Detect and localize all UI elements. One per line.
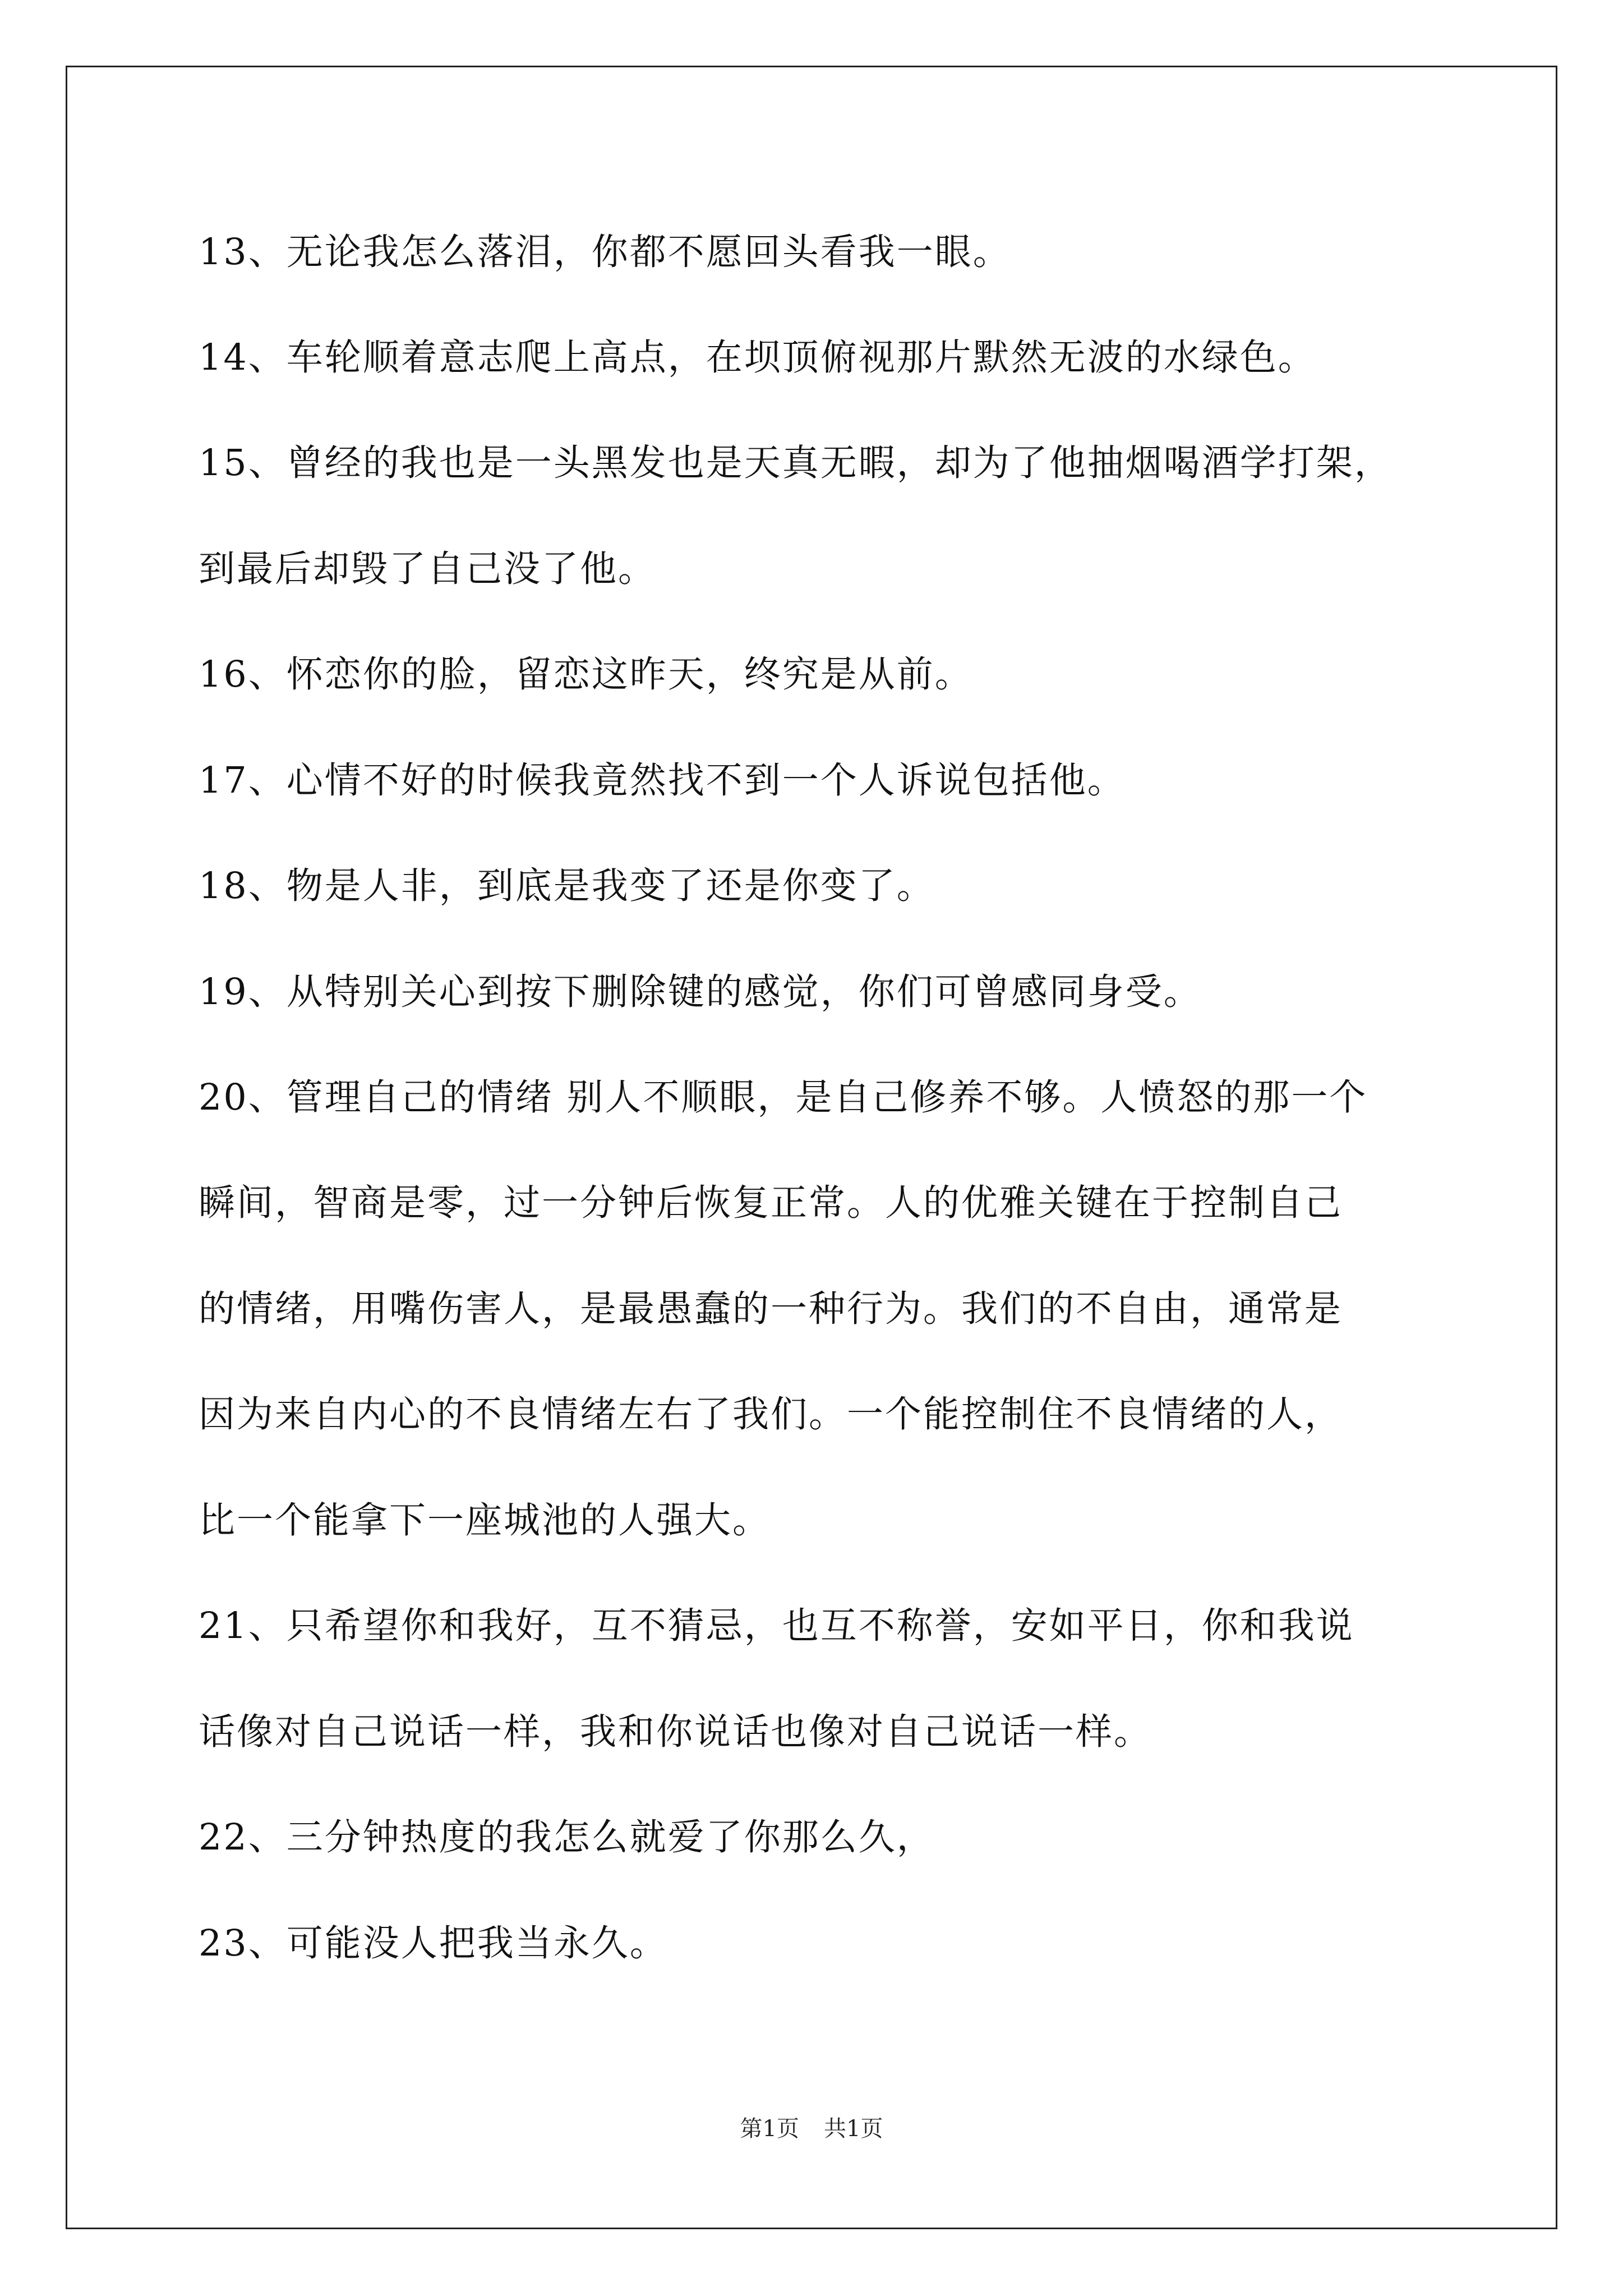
page-number: 第1页 — [740, 2116, 799, 2142]
page-total: 共1页 — [824, 2116, 883, 2142]
text-line: 23、可能没人把我当永久。 — [199, 1922, 668, 1964]
text-line: 比一个能拿下一座城池的人强大。 — [199, 1499, 771, 1542]
text-line: 19、从特别关心到按下删除键的感觉，你们可曾感同身受。 — [199, 971, 1202, 1013]
text-line: 瞬间，智商是零，过一分钟后恢复正常。人的优雅关键在于控制自己 — [199, 1182, 1343, 1224]
text-line: 14、车轮顺着意志爬上高点，在坝顶俯视那片默然无波的水绿色。 — [199, 337, 1316, 379]
text-line: 话像对自己说话一样，我和你说话也像对自己说话一样。 — [199, 1711, 1152, 1753]
text-line: 到最后却毁了自己没了他。 — [199, 548, 657, 590]
text-line: 20、管理自己的情绪 别人不顺眼，是自己修养不够。人愤怒的那一个 — [199, 1076, 1368, 1119]
page-footer — [0, 2115, 1623, 2143]
text-line: 15、曾经的我也是一头黑发也是天真无暇，却为了他抽烟喝酒学打架， — [199, 442, 1393, 484]
text-line: 13、无论我怎么落泪，你都不愿回头看我一眼。 — [199, 231, 1011, 273]
page-border — [66, 66, 1557, 2229]
text-line: 22、三分钟热度的我怎么就爱了你那么久， — [199, 1816, 935, 1858]
text-line: 17、心情不好的时候我竟然找不到一个人诉说包括他。 — [199, 760, 1126, 802]
text-line: 18、物是人非，到底是我变了还是你变了。 — [199, 865, 935, 907]
text-line: 因为来自内心的不良情绪左右了我们。一个能控制住不良情绪的人， — [199, 1393, 1343, 1435]
text-line: 21、只希望你和我好，互不猜忌，也互不称誉，安如平日，你和我说 — [199, 1605, 1354, 1647]
text-line: 16、怀恋你的脸，留恋这昨天，终究是从前。 — [199, 654, 973, 696]
text-line: 的情绪，用嘴伤害人，是最愚蠢的一种行为。我们的不自由，通常是 — [199, 1288, 1343, 1330]
